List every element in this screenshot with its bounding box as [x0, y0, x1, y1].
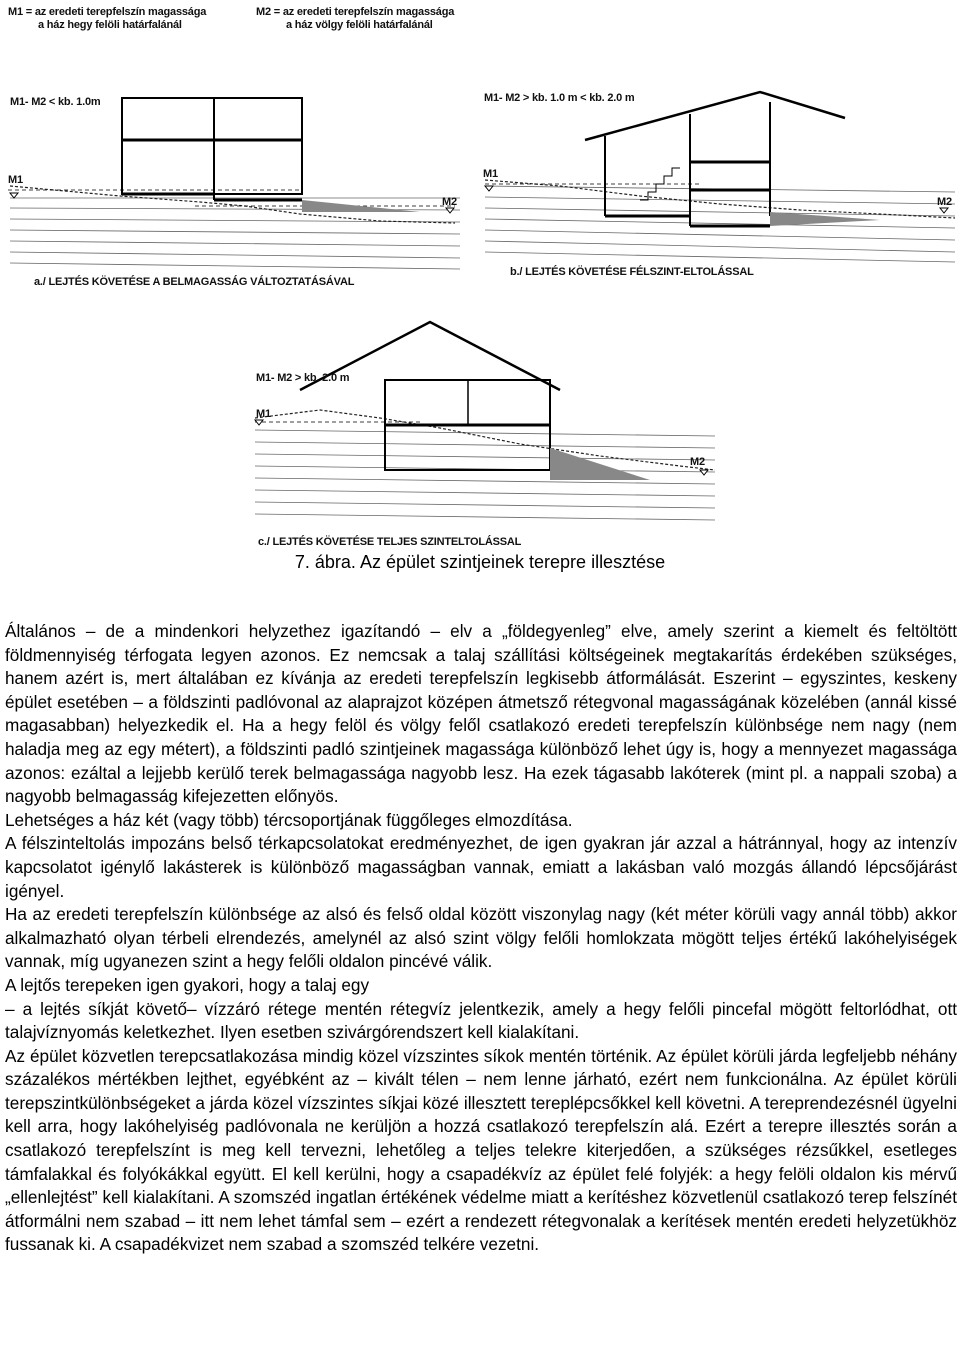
legend-m1-subtext: a ház hegy felöli határfalánál — [38, 19, 182, 31]
a-m2-label: M2 — [442, 196, 457, 208]
legend-m2 — [256, 6, 454, 32]
b-condition: M1- M2 > kb. 1.0 m < kb. 2.0 m — [484, 92, 635, 104]
c-m2-label: M2 — [690, 456, 705, 468]
paragraph: Ha az eredeti terepfelszín különbsége az alsó és felső oldal között viszonylag nagy (két méter körüli vagy annál több) akkor alkalmazható olyan térbeli elrendezés, amelynél az alsó szint völgy felőli homlokzata mögött teljes értékű lakóhelyiségek vannak, míg ugyanezen szint a hegy felőli oldalon pincévé válik. — [5, 904, 957, 972]
a-caption: a./ LEJTÉS KÖVETÉSE A BELMAGASSÁG VÁLTOZTATÁSÁVAL — [34, 276, 355, 288]
paragraph: Lehetséges a ház két (vagy több) tércsoportjának függőleges elmozdítása. — [5, 809, 573, 830]
paragraph: Általános – de a mindenkori helyzethez igazítandó – elv a „földegyenleg” elve, amely szerint a kiemelt és feltöltött földmennyiség térfogata legyen azonos. Ez nemcsak a talaj szállítási költségeinek megtakarítás érdekében szükséges, hanem azért is, mert általában ez kívánja az eredeti terepfelszín legkisebb átformálását. Eszerint – egyszintes, keskeny épület esetében – a földszinti padlóvonal az alaprajzot középen átmetsző rétegvonal magasságának közelében (annál kissé magasabban) helyezkedik el. Ha a hegy felöl és völgy felől csatlakozó eredeti terepfelszín különbsége nem nagy (nem haladja meg az egy métert), a földszinti padló szintjeinek magassága különböző lehet úgy is, hogy a mennyezet magassága azonos: ezáltal a lejjebb kerülő terek belmagassága nagyobb lesz. Ha ezek tágasabb lakóterek (mint pl. a nappali szoba) a nagyobb belmagasság kifejezetten előnyös. — [5, 621, 957, 807]
section-drawings — [0, 0, 960, 545]
b-m1-label: M1 — [483, 168, 498, 180]
c-caption: c./ LEJTÉS KÖVETÉSE TELJES SZINTELTOLÁSSAL — [258, 536, 522, 548]
b-m2-label: M2 — [937, 196, 952, 208]
figure-caption: 7. ábra. Az épület szintjeinek terepre illesztése — [294, 552, 666, 572]
b-caption: b./ LEJTÉS KÖVETÉSE FÉLSZINT-ELTOLÁSSAL — [510, 266, 754, 278]
drawing-b — [485, 92, 955, 262]
figure-7 — [0, 0, 960, 548]
paragraph: A lejtős terepeken igen gyakori, hogy a talaj egy — [5, 974, 370, 995]
legend-m2-text: M2 = az eredeti terepfelszín magassága — [256, 6, 455, 18]
c-m1-label: M1 — [256, 408, 271, 420]
c-condition: M1- M2 > kb. 2.0 m — [256, 372, 350, 384]
legend-m1 — [8, 6, 206, 32]
a-m1-label: M1 — [8, 174, 23, 186]
legend-m1-text: M1 = az eredeti terepfelszín magassága — [8, 6, 207, 18]
legend-m2-subtext: a ház völgy felöli határfalánál — [286, 19, 433, 31]
body-text — [5, 620, 957, 1257]
a-condition: M1- M2 < kb. 1.0m — [10, 96, 101, 108]
paragraph: Az épület közvetlen terepcsatlakozása mindig közel vízszintes síkok mentén történik. Az épület körüli járda legfeljebb néhány százalékos mértékben lejthet, egyébként az – kivált télen – nem lenne járható, ezért nem funkcionálna. Az épület körüli terepszintkülönbségeket a járda közel vízszintes síkjai közé illesztett tereplépcsőkkel kell követni. A tereprendezésnél ügyelni kell arra, hogy lakóhelyiség padlóvonala ne kerüljön a hozzá csatlakozó terepfelszín alá. Ezért a terepre illesztés során a csatlakozó terepfelszínt is meg kell tervezni, lehetőleg a teljes telekre kiterjedően, a szükséges rézsűkkel, esetleges támfalakkal és folyókákkal együtt. El kell kerülni, hogy a csapadékvíz az épület felé folyjék: a hegy felöli oldalon kis mérvű „ellenlejtést” kell kialakítani. A szomszéd ingatlan értékének védelme miatt a kerítéshez közvetlenül csatlakozó terep felszínét átformálni nem szabad – itt nem lehet támfal sem – ezért a rendezett rétegvonalak a kerítések mentén eredeti helyzetükhöz fussanak ki. A csapadékvizet nem szabad a szomszéd telkére vezetni. — [5, 1045, 957, 1255]
drawing-c — [255, 322, 715, 520]
paragraph: A félszinteltolás impozáns belső térkapcsolatokat eredményezhet, de igen gyakran jár azzal a hátránnyal, hogy az intenzív kapcsolatot igénylő lakásterek is különböző magasságban vannak, emiatt a lakásban való mozgás állandó lépcsőjárást igényel. — [5, 833, 957, 901]
paragraph: – a lejtés síkját követő– vízzáró rétege mentén rétegvíz jelentkezik, amely a hegy felőli pincefal mögött feltorlódhat, ott talajvíznyomás keletkezhet. Ilyen esetben szivárgórendszert kell kialakítani. — [5, 998, 957, 1043]
drawing-a — [8, 98, 460, 269]
